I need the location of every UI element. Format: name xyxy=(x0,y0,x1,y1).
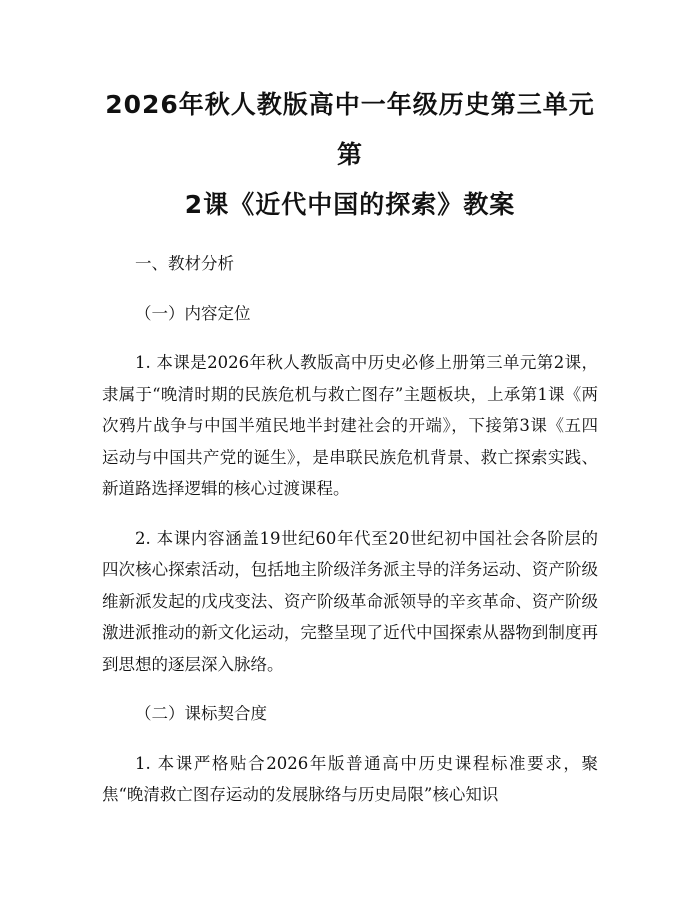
paragraph-content-positioning-2: 2. 本课内容涵盖19世纪60年代至20世纪初中国社会各阶层的四次核心探索活动，包括地主阶级洋务派主导的洋务运动、资产阶级维新派发起的戊戌变法、资产阶级革命派领导的辛亥革命、资产阶级激进派推动的新文化运动，完整呈现了近代中国探索从器物到制度再到思想的逐层深入脉络。 xyxy=(102,528,598,674)
subsection-heading-curriculum-fit: （二）课标契合度 xyxy=(135,704,267,723)
title-line-2: 2课《近代中国的探索》教案 xyxy=(184,190,516,219)
section-heading-textbook-analysis: 一、教材分析 xyxy=(135,254,234,273)
document-body xyxy=(102,248,598,811)
document-title xyxy=(102,0,598,230)
paragraph-content-positioning-1: 1. 本课是2026年秋人教版高中历史必修上册第三单元第2课，隶属于“晚清时期的民族危机与救亡图存”主题板块，上承第1课《两次鸦片战争与中国半殖民地半封建社会的开端》，下接第3课《五四运动与中国共产党的诞生》，是串联民族危机背景、救亡探索实践、新道路选择逻辑的核心过渡课程。 xyxy=(102,353,598,498)
title-line-1: 2026年秋人教版高中一年级历史第三单元第 xyxy=(105,90,595,169)
paragraph-curriculum-fit-1: 1. 本课严格贴合2026年版普通高中历史课程标准要求，聚焦“晚清救亡图存运动的发展脉络与历史局限”核心知识 xyxy=(102,753,598,804)
subsection-heading-content-positioning: （一）内容定位 xyxy=(135,303,251,323)
